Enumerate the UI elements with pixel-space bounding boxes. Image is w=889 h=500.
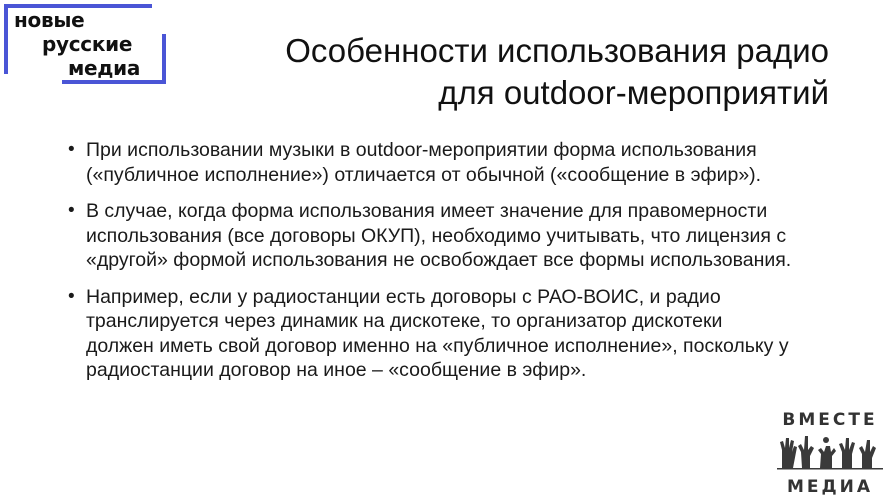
- logo-frame-right: [162, 34, 166, 84]
- bullet-list: [64, 138, 794, 395]
- corner-logo-bottom: МЕДИА: [786, 477, 874, 497]
- hands-sign-language-icon: [776, 432, 884, 470]
- bullet-dot: •: [68, 139, 75, 160]
- bullet-dot: •: [68, 285, 75, 307]
- logo-line-2: русские: [42, 32, 133, 56]
- bullet-text: В случае, когда форма использования имеет значение для правомерности использования (все договоры ОКУП), необходимо учитывать, что лицензия с «другой» формой использования не освобождает все формы использования.: [86, 200, 792, 271]
- bullet-text: При использовании музыки в outdoor-мероприятии форма использования («публичное исполнение») отличается от обычной («сообщение в эфир»).: [86, 139, 762, 186]
- slide-title-line-1: Особенности использования радио: [285, 32, 829, 69]
- logo-line-1: новые: [14, 8, 85, 32]
- logo-line-3: медиа: [68, 56, 141, 80]
- corner-logo: [776, 410, 884, 496]
- bullet-item: [64, 285, 794, 383]
- slide-title: [189, 30, 829, 114]
- slide-title-line-2: для outdoor-мероприятий: [438, 74, 829, 111]
- bullet-text: Например, если у радиостанции есть договоры с РАО-ВОИС, и радио транслируется через динамик на дискотеке, то организатор дискотеки должен иметь свой договор именно на «публичное исполнение», поскольку у радиостанции договор на иное – «сообщение в эфир».: [86, 285, 789, 381]
- bullet-item: [64, 138, 794, 187]
- brand-logo: [4, 4, 164, 82]
- corner-logo-top: ВМЕСТЕ: [782, 410, 878, 430]
- logo-frame-bottom: [62, 80, 166, 84]
- bullet-dot: •: [68, 200, 75, 221]
- bullet-item: [64, 199, 794, 273]
